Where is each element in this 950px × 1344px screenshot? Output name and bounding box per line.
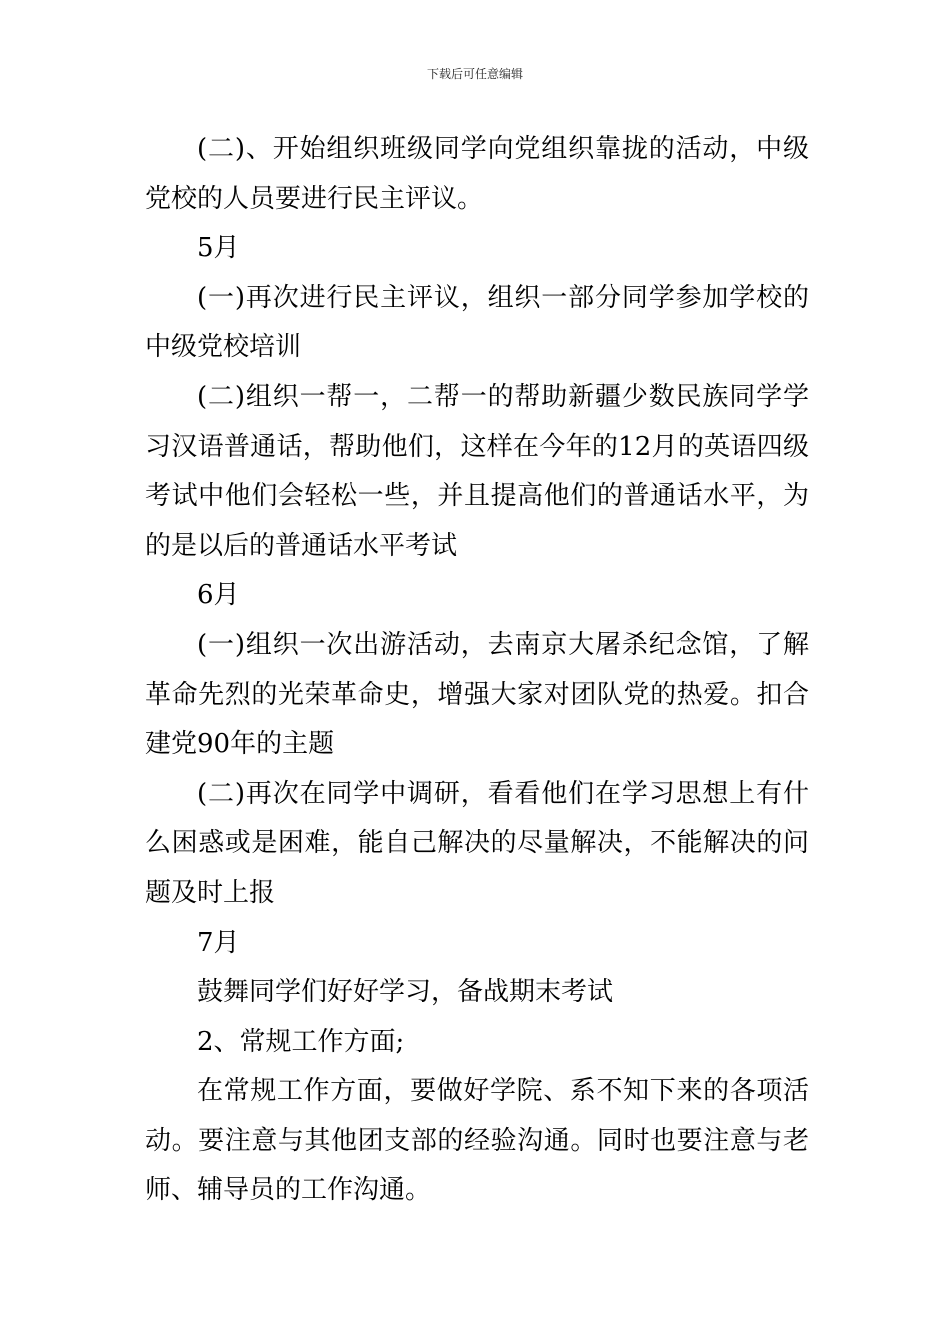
paragraph-may-item-2: (二)组织一帮一，二帮一的帮助新疆少数民族同学学习汉语普通话，帮助他们，这样在今年的12月的英语四级考试中他们会轻松一些，并且提高他们的普通话水平，为的是以后的普通话水平考试 [145,381,809,561]
paragraph-july-item: 鼓舞同学们好好学习，备战期末考试 [197,977,614,1008]
paragraph-june-item-2: (二)再次在同学中调研，看看他们在学习思想上有什么困惑或是困难，能自己解决的尽量解决，不能解决的问题及时上报 [145,778,809,908]
paragraph-routine-work: 在常规工作方面，要做好学院、系不知下来的各项活动。要注意与其他团支部的经验沟通。同时也要注意与老师、辅导员的工作沟通。 [145,1076,809,1206]
paragraph-june-item-1: (一)组织一次出游活动，去南京大屠杀纪念馆，了解革命先烈的光荣革命史，增强大家对团队党的热爱。扣合建党90年的主题 [145,629,809,760]
heading-routine-work: 2、常规工作方面; [197,1026,405,1057]
heading-july: 7月 [197,927,240,958]
header-note: 下载后可任意编辑 [426,67,523,81]
heading-may: 5月 [197,233,240,264]
paragraph-party-activity: (二)、开始组织班级同学向党组织靠拢的活动，中级党校的人员要进行民主评议。 [145,134,809,214]
body-text [145,125,809,1216]
heading-june: 6月 [197,580,240,611]
paragraph-may-item-1: (一)再次进行民主评议，组织一部分同学参加学校的中级党校培训 [145,282,809,363]
